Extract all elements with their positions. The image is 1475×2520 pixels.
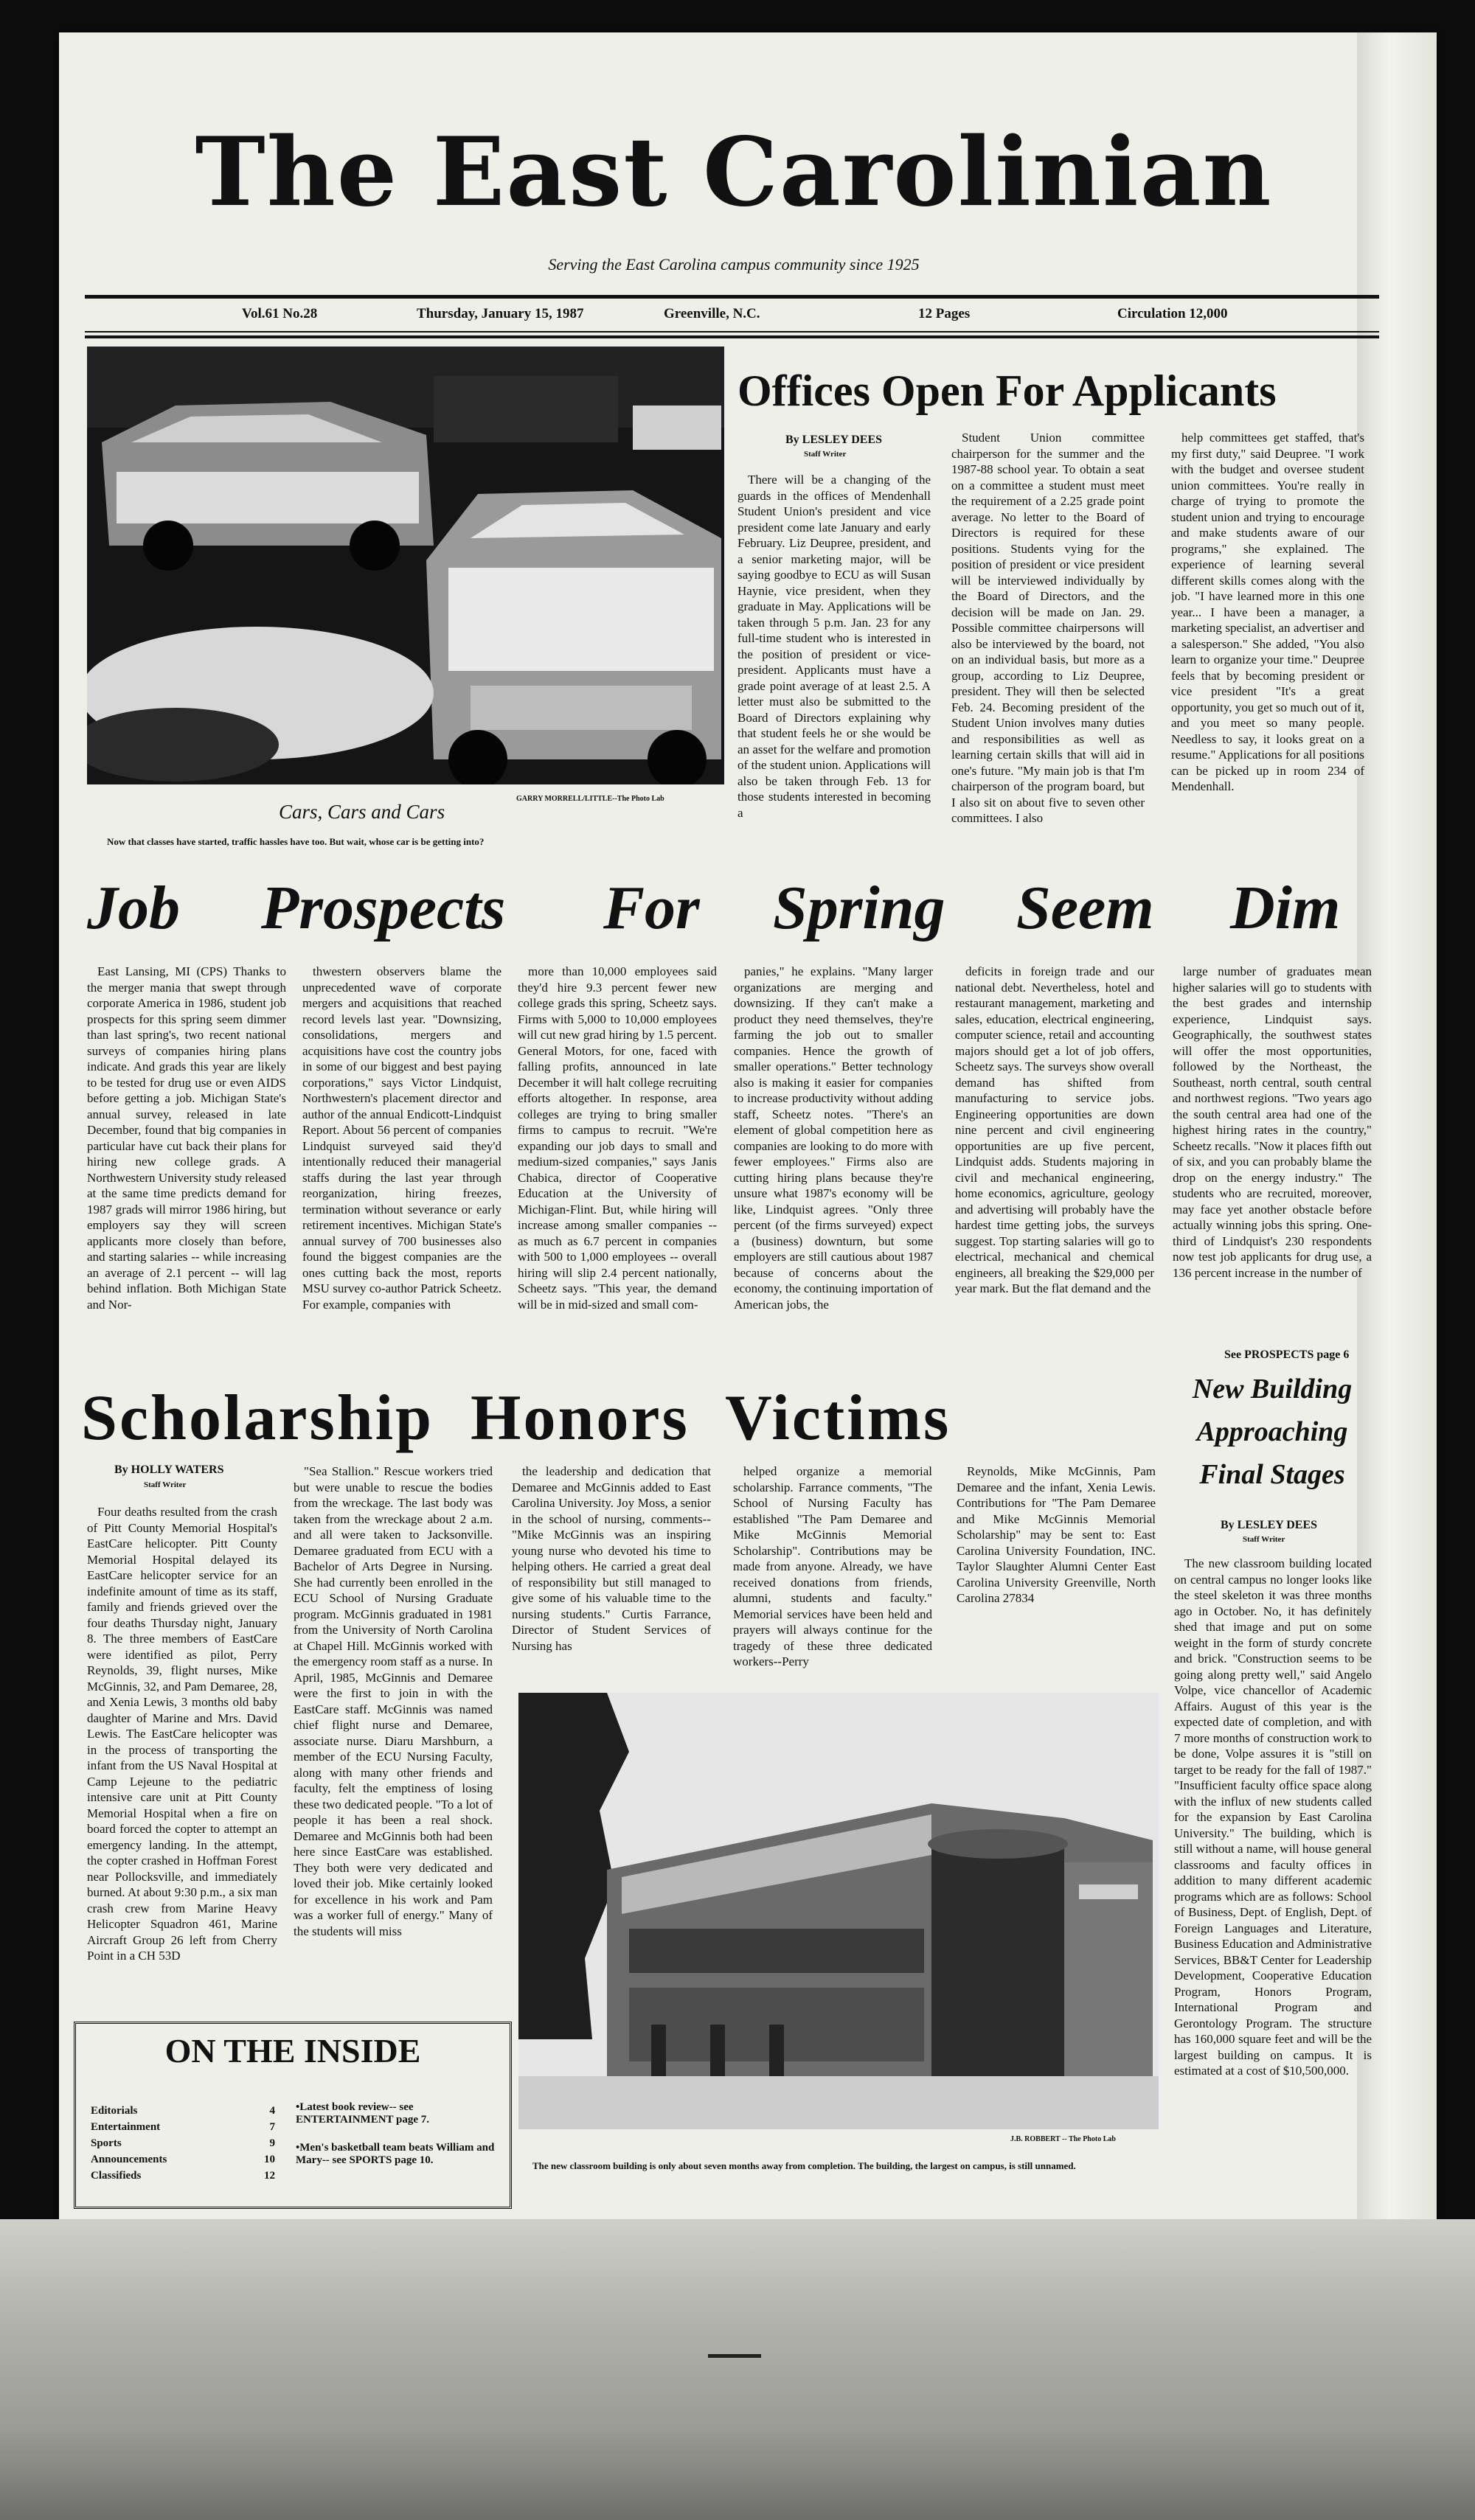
scholarship-col4-text: helped organize a memorial scholarship. Farrance comments, "The School of Nursing Faculty has established "The Pam Demaree and Mike McGinnis Memorial Scholarship". Contributions may be made from anyone. Already, we have received donations from friends, alumni, students and faculty." Memorial services have been held and prayers will always continue for the tragedy of these three dedicated workers--Perry	[733, 1464, 932, 1668]
on-the-inside-title: ON THE INSIDE	[164, 2032, 421, 2070]
jobs-col6	[1173, 964, 1372, 1346]
inside-index-label: Sports	[91, 2137, 122, 2149]
jobs-headline-word: Job	[87, 874, 180, 942]
jobs-headline-word: Spring	[773, 874, 945, 942]
inside-index-page: 4	[269, 2105, 275, 2117]
inside-index-row[interactable]	[91, 2121, 275, 2134]
inside-index-label: Classifieds	[91, 2170, 142, 2182]
jobs-col1	[87, 964, 286, 1364]
inside-index-row[interactable]	[91, 2137, 275, 2150]
building-headline-line: Final Stages	[1199, 1459, 1345, 1490]
building-photo-caption: The new classroom building is only about seven months away from completion. The building, the largest on campus, is still unnamed.	[532, 2160, 1076, 2171]
offices-col1-text: There will be a changing of the guards in the offices of Mendenhall Student Union's president and vice president come late January and early February. Liz Deupree, president, and a senior marketing major, will be saying goodbye to ECU as will Susan Haynie, vice president, when they graduate in May. Applications will be taken through 5 p.m. Jan. 23 for any full-time student who is interested in the position of president or vice-president. Applicants must have a grade point average of at least 2.5. A letter must also be submitted to the Board of Directors explaining why that student feels he or she would be an asset for the welfare and promotion of the student union. Applications will also be taken through Feb. 13 for those students interested in becoming a	[738, 473, 931, 820]
building-body	[1174, 1556, 1372, 2219]
cars-photo-image	[87, 347, 724, 784]
jobs-col3	[518, 964, 717, 1364]
jobs-jump: See PROSPECTS page 6	[1224, 1348, 1350, 1361]
jobs-headline-word: Prospects	[261, 874, 506, 942]
jobs-col3-text: more than 10,000 employees said they'd hire 9.3 percent fewer new college grads this spring, Scheetz says. Firms with 5,000 to 10,000 employees will cut new grad hiring by 1.5 percent. General Motors, for one, faced with falling profits, announced in late December it will halt college recruiting efforts altogether. In response, area colleges are trying to bring smaller firms to campus to recruit. "We're expanding our job days to small and medium-sized companies," says Janis Chabica, director of Cooperative Education at the University of Michigan-Flint. But, while hiring will increase among smaller companies -- as much as 6.7 percent in companies with 500 to 1,000 employees -- overall hiring will slip 2.4 percent nationally, Scheetz says. "This year, the demand will be in mid-sized and small com-	[518, 964, 717, 1312]
inside-promo-2[interactable]: •Men's basketball team beats William and Mary-- see SPORTS page 10.	[296, 2142, 495, 2166]
inside-promo-1[interactable]: •Latest book review-- see ENTERTAINMENT page 7.	[296, 2101, 430, 2126]
scholarship-col4	[733, 1463, 932, 1682]
cars-photo	[87, 347, 724, 784]
offices-headline: Offices Open For Applicants	[738, 366, 1277, 415]
masthead-infobar	[85, 299, 1379, 331]
inside-index-label: Entertainment	[91, 2121, 161, 2133]
inside-index-label: Editorials	[91, 2105, 138, 2117]
jobs-col1-text: East Lansing, MI (CPS) Thanks to the merger mania that swept through corporate America in 1986, student job prospects for this spring seem dimmer than last spring's, two recent national surveys of companies hiring plans indicate. And grads this year are likely to be tested for drug use or even AIDS before getting a job. Michigan State's annual survey, released in late December, found that big companies in particular have cut back their plans for hiring new college grads. A Northwestern University study released at the same time predicts demand for 1987 grads will mirror 1986 hiring, but employers say they will screen applicants more closely than before, and starting salaries -- while increasing an average of 2.1 percent -- will lag behind inflation. Both Michigan State and Nor-	[87, 964, 286, 1312]
inside-index-page: 10	[264, 2154, 275, 2165]
inside-index-page: 7	[269, 2121, 275, 2133]
masthead-title: The East Carolinian	[195, 117, 1273, 228]
scholarship-col1	[87, 1504, 277, 2020]
cars-photo-credit: GARRY MORRELL/LITTLE--The Photo Lab	[516, 795, 664, 803]
offices-col2	[951, 430, 1145, 870]
page-count: 12 Pages	[918, 306, 971, 321]
scholarship-col5	[957, 1463, 1156, 1682]
offices-col1	[738, 472, 931, 870]
building-photo	[518, 1693, 1159, 2129]
inside-index-page: 12	[264, 2170, 275, 2182]
offices-col2-text: Student Union committee chairperson for the summer and the 1987-88 school year. To obtain a seat on a committee a student must meet the requirement of a 2.25 grade point average. No letter to the Board of Directors is required for these positions. Students vying for the position of president or vice president will be interviewed individually by the Board of Directors, and the decision will be made on Jan. 29. Possible committee chairpersons will also be interviewed by the board, not on an individual basis, but more as a group, according to Liz Deupree, president. They will then be selected Feb. 24. Becoming president of the Student Union involves many duties and responsibilities as well as learning certain skills that will aid in one's future. "My main job is that I'm chairperson of the program board, but I also sit on about five to seven other committees. I also	[951, 431, 1145, 825]
scholarship-col5-text: Reynolds, Mike McGinnis, Pam Demaree and the infant, Xenia Lewis. Contributions for "The Pam Demaree and Mike McGinnis Memorial Scholarship" may be sent to: East Carolina University Foundation, INC. Taylor Slaughter Alumni Center East Carolina University Greenville, North Carolina 27834	[957, 1464, 1156, 1605]
on-the-inside-box	[74, 2022, 512, 2209]
scholarship-byline-role: Staff Writer	[144, 1480, 187, 1489]
building-headline-line: Approaching	[1196, 1416, 1348, 1447]
scholarship-col1-text: Four deaths resulted from the crash of Pitt County Memorial Hospital's EastCare helicopter. Pitt County Memorial Hospital delayed its EastCare helicopter service for an indefinite amount of time as its staff, family and friends grieved over the four deaths Thursday night, January 8. The three members of EastCare were identified as pilot, Perry Reynolds, 39, flight nurses, Mike McGinnis, 32, and Pam Demaree, 28, and Xenia Lewis, 3 months old baby daughter of Marine and Mrs. David Lewis. The EastCare helicopter was in the process of transporting the infant from the US Naval Hospital at Camp Lejeune to the pediatric intensive care unit at Pitt County Memorial Hospital when a fire on board forced the copter to attempt an emergency landing. In the attempt, the copter crashed in Hoffman Forest near Pollocksville, and immediately burned. At about 9:30 p.m., a six man crash crew from Marine Heavy Helicopter Squadron 461, Marine Aircraft Group 26 left from Cherry Point in a CH 53D	[87, 1505, 277, 1963]
scholarship-byline: By HOLLY WATERS	[114, 1463, 224, 1476]
jobs-headline-word: For	[603, 874, 700, 942]
scholarship-headline: Scholarship Honors Victims	[81, 1382, 951, 1454]
issue-location: Greenville, N.C.	[664, 306, 760, 321]
jobs-headline	[87, 874, 1370, 958]
issue-date: Thursday, January 15, 1987	[417, 306, 584, 321]
jobs-col5-text: deficits in foreign trade and our national debt. Nevertheless, hotel and restaurant management, marketing and sales, education, electrical engineering, computer science, retail and accounting majors should get a lot of job offers, Scheetz says. The surveys show overall demand has shifted from manufacturing to service jobs. Engineering opportunities are down nine percent and civil engineering opportunities are up five percent, Lindquist adds. Students majoring in civil and mechanical engineering, home economics, agriculture, geology and advertising will probably have the hardest time getting jobs, the surveys suggest. Top starting salaries will go to electrical, mechanical and chemical engineers, all breaking the $29,000 per year mark. But the flat demand and the	[955, 964, 1154, 1295]
jobs-col2-text: thwestern observers blame the unprecedented wave of corporate mergers and acquisitions that reached record levels last year. "Downsizing, consolidations, mergers and acquisitions have cost the country jobs in some of our biggest and best paying corporations," says Victor Lindquist, Northwestern's placement director and author of the annual Endicott-Lindquist Report. About 56 percent of companies Lindquist surveyed said they'd intentionally reduced their managerial staffs during the last year through reorganization, hiring freezes, termination without severance or early retirement incentives. Michigan State's annual survey of 700 businesses also found the biggest companies are the ones cutting back the most, reports MSU survey co-author Patrick Scheetz. For example, companies with	[302, 964, 502, 1312]
offices-byline-role: Staff Writer	[804, 450, 847, 459]
jobs-col4-text: panies," he explains. "Many larger organizations are merging and downsizing. If they can't make a product they need themselves, they're farming the job out to smaller companies. Hence the growth of smaller operations." Better technology also is making it easier for companies to increase productivity without adding staff, Scheetz notes. "There's an element of global competition here as companies are looking to do more with fewer employees." Firms also are cutting hiring plans because they're unsure what 1987's economy will be like, Lindquist agrees. "Only three percent (of the firms surveyed) expect a (business) downturn, but some employers are still cautious about 1987 because of concerns about the economy, the continuing importation of American jobs, the	[734, 964, 933, 1312]
inside-index-row[interactable]	[91, 2154, 275, 2166]
scholarship-col3-text: the leadership and dedication that Demaree and McGinnis added to East Carolina University. Joy Moss, a senior in the school of nursing, comments--"Mike McGinnis was an inspiring young nurse who devoted his time to helping others. He carried a great deal of responsibility but still managed to give some of his valuable time to the nursing students." Curtis Farrance, Director of Student Services of Nursing has	[512, 1464, 711, 1653]
scholarship-col3	[512, 1463, 711, 1682]
building-byline: By LESLEY DEES	[1221, 1519, 1318, 1531]
masthead-rule-mid	[85, 331, 1379, 333]
building-byline-role: Staff Writer	[1243, 1535, 1285, 1544]
jobs-col5	[955, 964, 1154, 1364]
scanner-bottom-edge	[0, 2219, 1475, 2520]
building-photo-credit: J.B. ROBBERT -- The Photo Lab	[1010, 2135, 1116, 2143]
masthead-tagline: Serving the East Carolina campus community since 1925	[548, 255, 920, 274]
scanner-mark	[708, 2354, 761, 2358]
building-body-text: The new classroom building located on central campus no longer looks like the steel skeleton it was three months ago in October. No, it has definitely shed that image and put on some weight in the form of sturdy concrete and brick. "Construction seems to be going along pretty well," said Angelo Volpe, vice chancellor of Academic Affairs. August of this year is the expected date of completion, and with 7 more months of construction work to be done, Volpe assures it is "still on target to be ready for the fall of 1987." "Insufficient faculty office space along with the influx of new students called for the expansion by East Carolina University." The building, which is still without a name, will house general classrooms and faculty offices in addition to many different academic programs which are as follows: School of Business, Dept. of English, Dept. of Foreign Languages and Literature, Business Education and Administrative Services, BB&T Center for Leadership Development, Cooperative Education Program, Honors Program, International Program and Gerontology Program. The structure has 160,000 square feet and will be the largest building on campus. It is estimated at a cost of $10,500,000.	[1174, 1556, 1372, 2078]
inside-index-page: 9	[269, 2137, 275, 2149]
jobs-col4	[734, 964, 933, 1364]
building-headline-line: New Building	[1192, 1374, 1353, 1405]
inside-index-row[interactable]	[91, 2170, 275, 2182]
inside-index-row[interactable]	[91, 2105, 275, 2117]
jobs-col2	[302, 964, 502, 1364]
jobs-col6-text: large number of graduates mean higher salaries will go to students with the best grades and internship experience, Lindquist says. Geographically, the southwest states will offer the most opportunities, followed by the Northeast, the Southeast, north central, south central and northwest regions. "Two years ago the south central area had one of the highest hiring rates in the country," Scheetz recalls. "Now it places fifth out of six, and you can probably blame the drop on the energy industry." The students who are recruited, moreover, may face yet another obstacle before actually winning jobs this spring. One-third of Lindquist's 230 respondents now test job applicants for drug use, a 136 percent increase in the number of	[1173, 964, 1372, 1280]
cars-photo-caption: Now that classes have started, traffic hassles have too. But wait, whose car is be getting into?	[107, 836, 485, 847]
building-photo-image	[518, 1693, 1159, 2129]
circulation: Circulation 12,000	[1117, 306, 1228, 321]
volume-number: Vol.61 No.28	[242, 306, 318, 321]
offices-col3	[1171, 430, 1364, 870]
jobs-headline-word: Seem	[1016, 874, 1154, 942]
offices-col3-text: help committees get staffed, that's my first duty," said Deupree. "I work with the budget and oversee student union committees. You're really in charge of trying to promote the student union and trying to encourage and make students aware of our programs," she explained. The experience of learning several different skills comes along with the job. "I have learned more in this one year... I have been a manager, a marketing specialist, an advertiser and a salesperson." She added, "You also learn to organize your time." Deupree feels that by becoming president or vice president "It's a great opportunity, you get so much out of it, and you meet so many people. Needless to say, it looks great on a resume." Applications for all positions can be picked up in room 234 of Mendenhall.	[1171, 431, 1364, 793]
offices-byline: By LESLEY DEES	[785, 434, 883, 446]
cars-photo-title: Cars, Cars and Cars	[279, 801, 445, 823]
jobs-headline-word: Dim	[1230, 874, 1341, 942]
masthead-rule-bottom	[85, 335, 1379, 338]
scholarship-col2-text: "Sea Stallion." Rescue workers tried but were unable to rescue the bodies from the wreckage. The last body was taken from the wreckage about 2 a.m. and all were taken to Jacksonville. Demaree graduated from ECU with a Bachelor of Arts Degree in Nursing. She had currently been enrolled in the ECU School of Nursing Graduate program. McGinnis graduated in 1981 from the University of North Carolina at Chapel Hill. McGinnis worked with the emergency room staff as a nurse. In April, 1985, McGinnis and Demaree were the first to join in with the EastCare staff. McGinnis was named chief flight nurse and Demaree, associate nurse. Diaru Marshburn, a member of the ECU Nursing Faculty, along with many other friends and faculty, felt the emptiness of losing these two dedicated people. "To a lot of people it has been a real shock. Demaree and McGinnis both had been here since EastCare was established. They both were very dedicated and loved their job. Mike certainly looked for excellence in his work and Pam was a worker full of energy." Many of the students will miss	[294, 1464, 493, 1938]
inside-index-label: Announcements	[91, 2154, 167, 2165]
scholarship-col2	[294, 1463, 493, 2020]
building-headline	[1173, 1375, 1372, 1489]
